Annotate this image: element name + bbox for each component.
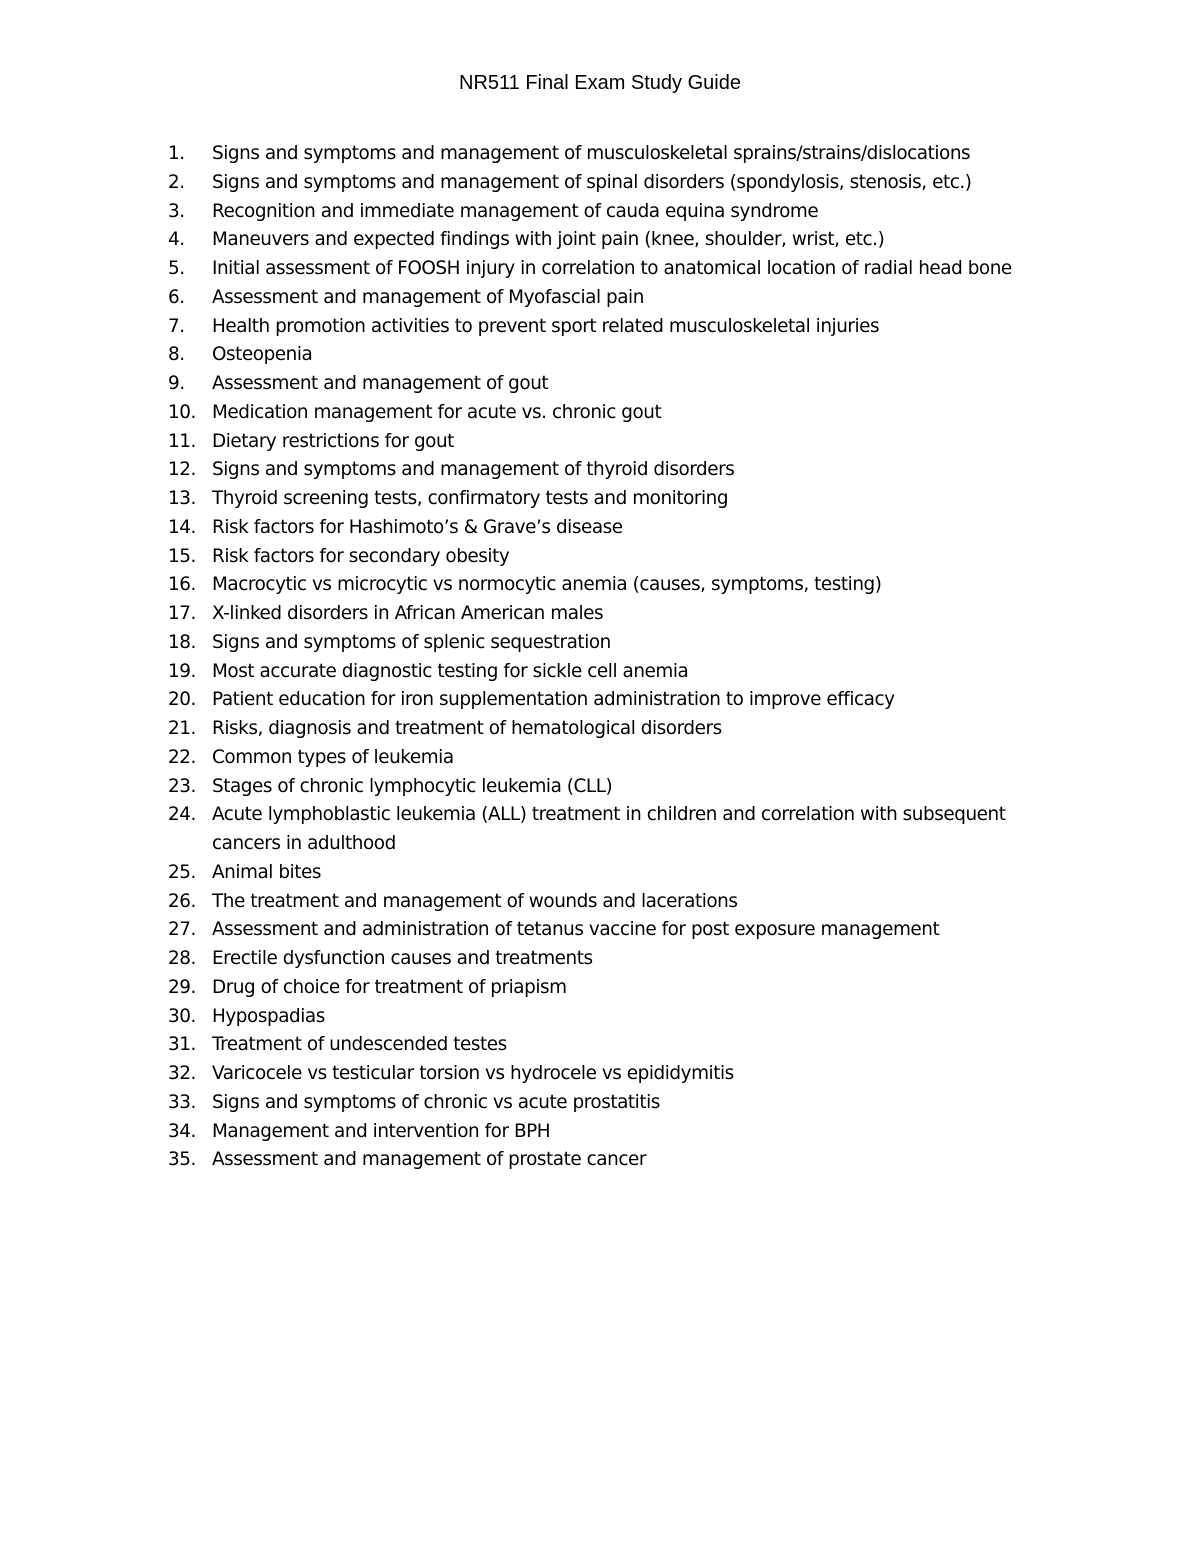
- item-text: Medication management for acute vs. chronic gout: [212, 401, 662, 423]
- item-text: Assessment and administration of tetanus vaccine for post exposure management: [212, 919, 940, 941]
- list-item: [168, 169, 1068, 198]
- item-text: X-linked disorders in African American males: [212, 603, 604, 624]
- item-number: 26.: [168, 890, 196, 912]
- item-number: 16.: [168, 574, 196, 596]
- item-number: 6.: [168, 286, 185, 308]
- item-text: Patient education for iron supplementation administration to improve efficacy: [212, 689, 895, 711]
- item-text: Signs and symptoms and management of spinal disorders (spondylosis, stenosis, etc.): [212, 171, 972, 193]
- item-text: Assessment and management of gout: [212, 373, 549, 394]
- list-item: [168, 629, 1068, 658]
- list-item: [168, 313, 1068, 342]
- item-number: 15.: [168, 545, 196, 567]
- item-text: Most accurate diagnostic testing for sickle cell anemia: [212, 660, 689, 682]
- list-item: [168, 485, 1068, 514]
- item-text: Erectile dysfunction causes and treatments: [212, 948, 593, 969]
- list-item: [168, 341, 1068, 370]
- item-number: 18.: [168, 631, 196, 653]
- list-item: [168, 198, 1068, 227]
- list-item: [168, 428, 1068, 457]
- item-text: Signs and symptoms of splenic sequestration: [212, 631, 611, 653]
- list-item: [168, 284, 1068, 313]
- list-item: [168, 456, 1068, 485]
- list-item: [168, 543, 1068, 572]
- list-item: [168, 658, 1068, 687]
- item-text: Maneuvers and expected findings with joint pain (knee, shoulder, wrist, etc.): [212, 229, 885, 251]
- item-number: 30.: [168, 1005, 196, 1027]
- item-number: 13.: [168, 488, 196, 509]
- list-item: [168, 888, 1068, 917]
- item-number: 32.: [168, 1063, 196, 1084]
- list-item: [168, 916, 1068, 945]
- list-item: [168, 715, 1068, 744]
- item-text: Recognition and immediate management of cauda equina syndrome: [212, 200, 819, 222]
- item-text: Risk factors for secondary obesity: [212, 545, 510, 567]
- item-number: 3.: [168, 200, 185, 222]
- list-item: [168, 571, 1068, 600]
- list-item: [168, 945, 1068, 974]
- item-text: Osteopenia: [212, 344, 313, 366]
- list-item: [168, 1118, 1068, 1147]
- item-text: Animal bites: [212, 861, 321, 883]
- item-number: 7.: [168, 315, 185, 337]
- item-text: Treatment of undescended testes: [212, 1034, 507, 1056]
- item-number: 34.: [168, 1120, 196, 1142]
- item-number: 33.: [168, 1091, 196, 1113]
- list-item: [168, 1089, 1068, 1118]
- item-text: Acute lymphoblastic leukemia (ALL) treatment in children and correlation with subsequent cancers in adulthood: [212, 804, 1006, 854]
- item-number: 2.: [168, 171, 185, 193]
- list-item: [168, 399, 1068, 428]
- item-text: Health promotion activities to prevent sport related musculoskeletal injuries: [212, 315, 880, 337]
- document-title: NR511 Final Exam Study Guide: [459, 72, 741, 94]
- item-text: Assessment and management of prostate cancer: [212, 1149, 646, 1171]
- item-text: Management and intervention for BPH: [212, 1120, 551, 1142]
- item-text: Assessment and management of Myofascial pain: [212, 286, 644, 308]
- item-number: 24.: [168, 804, 196, 826]
- list-item: [168, 600, 1068, 629]
- item-text: Common types of leukemia: [212, 746, 454, 768]
- list-item: [168, 859, 1068, 888]
- item-text: Macrocytic vs microcytic vs normocytic anemia (causes, symptoms, testing): [212, 574, 882, 596]
- item-text: Signs and symptoms and management of thyroid disorders: [212, 459, 735, 481]
- list-item: [168, 974, 1068, 1003]
- item-text: Risks, diagnosis and treatment of hematological disorders: [212, 718, 722, 739]
- item-number: 20.: [168, 689, 196, 711]
- item-number: 17.: [168, 603, 196, 624]
- list-item: [168, 801, 1068, 859]
- item-text: Signs and symptoms of chronic vs acute prostatitis: [212, 1091, 660, 1113]
- list-item: [168, 226, 1068, 255]
- item-number: 23.: [168, 775, 196, 797]
- list-item: [168, 514, 1068, 543]
- list-item: [168, 140, 1068, 169]
- list-item: [168, 686, 1068, 715]
- list-item: [168, 370, 1068, 399]
- item-number: 10.: [168, 401, 196, 423]
- list-item: [168, 744, 1068, 773]
- item-text: Drug of choice for treatment of priapism: [212, 976, 567, 998]
- item-number: 11.: [168, 430, 196, 452]
- list-item: [168, 1003, 1068, 1032]
- item-text: The treatment and management of wounds and lacerations: [212, 890, 738, 912]
- item-text: Thyroid screening tests, confirmatory tests and monitoring: [212, 488, 729, 509]
- item-text: Risk factors for Hashimoto’s & Grave’s disease: [212, 516, 623, 538]
- item-number: 25.: [168, 861, 196, 883]
- list-item: [168, 1031, 1068, 1060]
- item-number: 19.: [168, 660, 196, 682]
- item-number: 1.: [168, 143, 185, 164]
- item-number: 29.: [168, 976, 196, 998]
- item-number: 27.: [168, 919, 196, 941]
- item-number: 22.: [168, 746, 196, 768]
- item-number: 21.: [168, 718, 196, 739]
- item-number: 12.: [168, 459, 196, 481]
- item-number: 14.: [168, 516, 196, 538]
- study-guide-list: [168, 140, 1068, 1175]
- item-text: Stages of chronic lymphocytic leukemia (CLL): [212, 775, 613, 797]
- item-text: Initial assessment of FOOSH injury in correlation to anatomical location of radial head bone: [212, 258, 1012, 279]
- list-item: [168, 773, 1068, 802]
- item-number: 5.: [168, 258, 185, 279]
- item-text: Signs and symptoms and management of musculoskeletal sprains/strains/dislocations: [212, 143, 971, 164]
- list-item: [168, 1146, 1068, 1175]
- item-number: 28.: [168, 948, 196, 969]
- item-text: Varicocele vs testicular torsion vs hydrocele vs epididymitis: [212, 1063, 734, 1084]
- item-text: Hypospadias: [212, 1005, 325, 1027]
- list-item: [168, 1060, 1068, 1089]
- item-number: 31.: [168, 1034, 196, 1056]
- item-text: Dietary restrictions for gout: [212, 430, 454, 452]
- list-item: [168, 255, 1068, 284]
- item-number: 9.: [168, 373, 185, 394]
- item-number: 35.: [168, 1149, 196, 1171]
- item-number: 4.: [168, 229, 185, 251]
- item-number: 8.: [168, 344, 185, 366]
